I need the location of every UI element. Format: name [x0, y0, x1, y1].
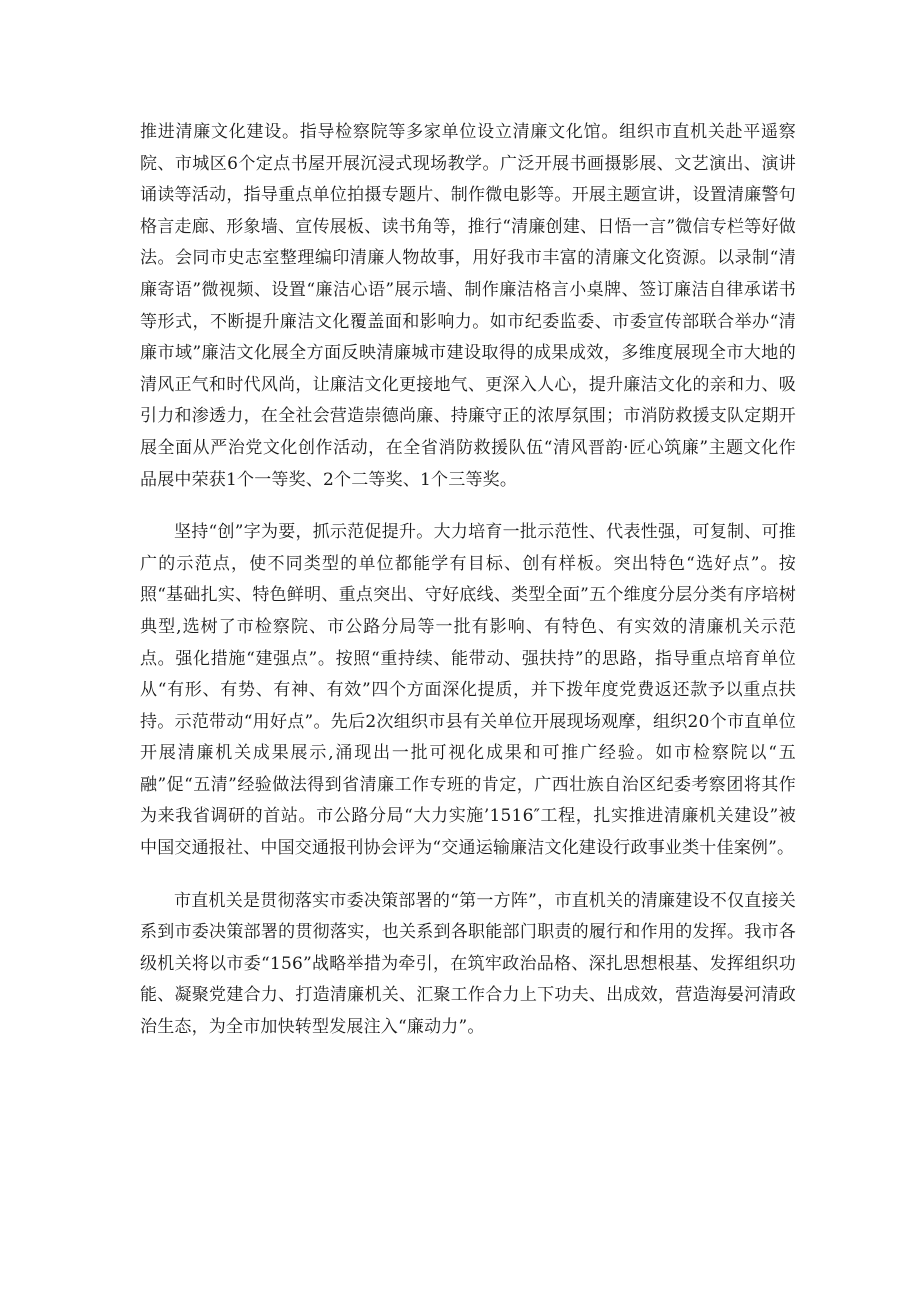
paragraph-1: 推进清廉文化建设。指导检察院等多家单位设立清廉文化馆。组织市直机关赴平遥察院、市城区6个定点书屋开展沉浸式现场教学。广泛开展书画摄影展、文艺演出、演讲诵读等活动，指导重点单位拍摄专题片、制作微电影等。开展主题宣讲，设置清廉警句格言走廊、形象墙、宣传展板、读书角等，推行“清廉创建、日悟一言”微信专栏等好做法。会同市史志室整理编印清廉人物故事，用好我市丰富的清廉文化资源。以录制“清廉寄语”微视频、设置“廉洁心语”展示墙、制作廉洁格言小桌牌、签订廉洁自律承诺书等形式，不断提升廉洁文化覆盖面和影响力。如市纪委监委、市委宣传部联合举办“清廉市域”廉洁文化展全方面反映清廉城市建设取得的成果成效，多维度展现全市大地的清风正气和时代风尚，让廉洁文化更接地气、更深入人心，提升廉洁文化的亲和力、吸引力和渗透力，在全社会营造崇德尚廉、持廉守正的浓厚氛围；市消防救援支队定期开展全面从严治党文化创作活动，在全省消防救援队伍“清风晋韵·匠心筑廉”主题文化作品展中荣获1个一等奖、2个二等奖、1个三等奖。: [140, 122, 796, 490]
document-body: [140, 117, 796, 1065]
paragraph-3: 市直机关是贯彻落实市委决策部署的“第一方阵”，市直机关的清廉建设不仅直接关系到市委决策部署的贯彻落实，也关系到各职能部门职责的履行和作用的发挥。我市各级机关将以市委“156”战略举措为牵引，在筑牢政治品格、深扎思想根基、发挥组织功能、凝聚党建合力、打造清廉机关、汇聚工作合力上下功夫、出成效，营造海晏河清政治生态，为全市加快转型发展注入“廉动力”。: [140, 890, 796, 1038]
paragraph-2: 坚持“创”字为要，抓示范促提升。大力培育一批示范性、代表性强，可复制、可推广的示范点，使不同类型的单位都能学有目标、创有样板。突出特色“选好点”。按照“基础扎实、特色鲜明、重点突出、守好底线、类型全面”五个维度分层分类有序培树典型,选树了市检察院、市公路分局等一批有影响、有特色、有实效的清廉机关示范点。强化措施“建强点”。按照“重持续、能带动、强扶持”的思路，指导重点培育单位从“有形、有势、有神、有效”四个方面深化提质，并下拨年度党费返还款予以重点扶持。示范带动“用好点”。先后2次组织市县有关单位开展现场观摩，组织20个市直单位开展清廉机关成果展示,涌现出一批可视化成果和可推广经验。如市检察院以“五融”促“五清”经验做法得到省清廉工作专班的肯定，广西壮族自治区纪委考察团将其作为来我省调研的首站。市公路分局“大力实施’1516″工程，扎实推进清廉机关建设”被中国交通报社、中国交通报刊协会评为“交通运输廉洁文化建设行政事业类十佳案例”。: [140, 522, 796, 859]
